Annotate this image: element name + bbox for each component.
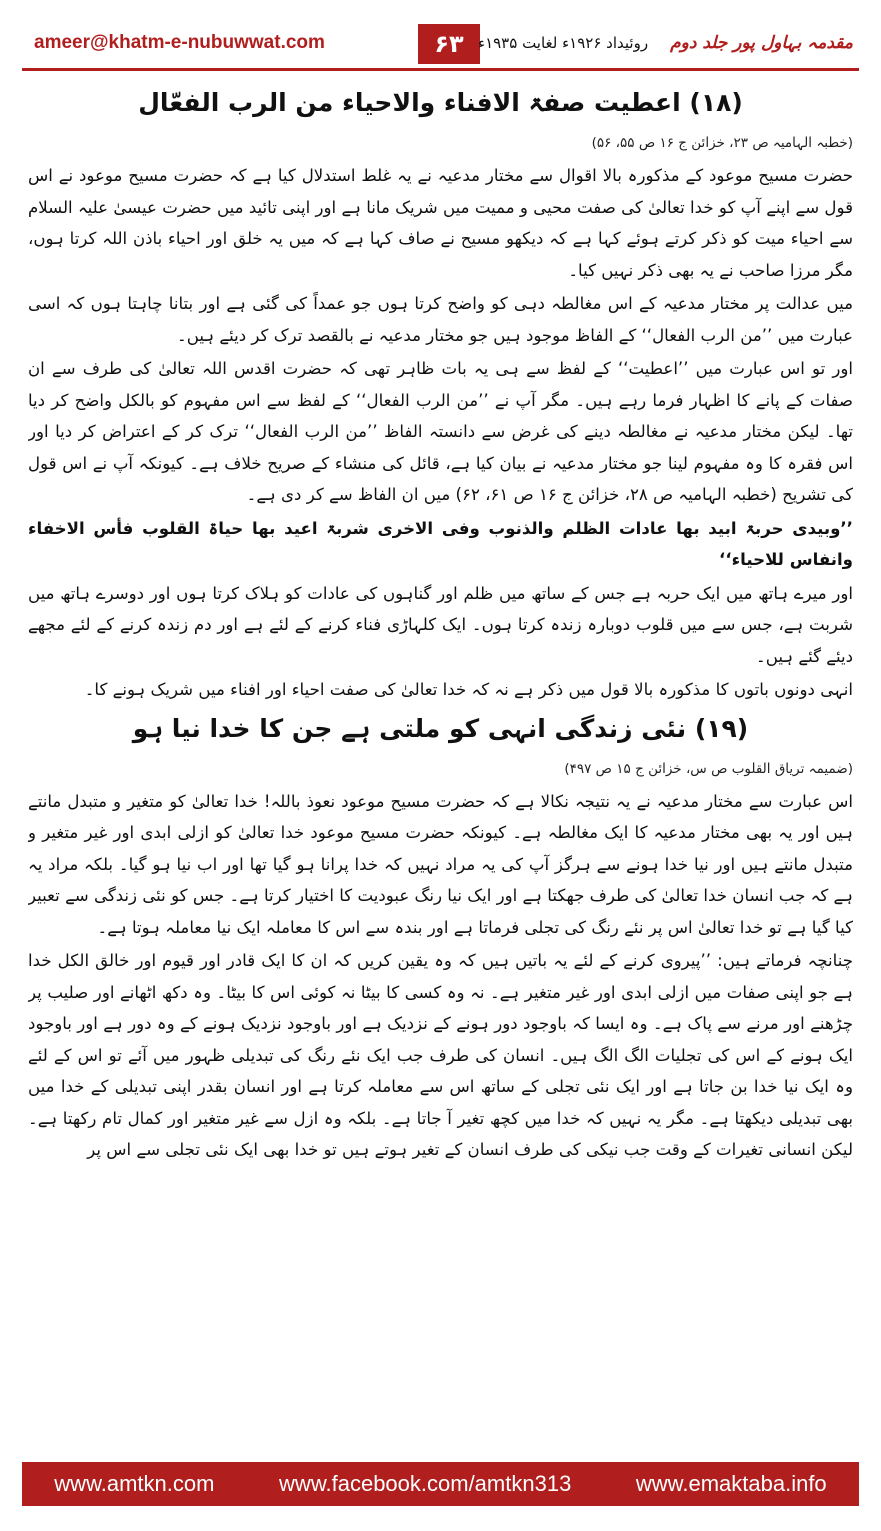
paragraph: اور میرے ہاتھ میں ایک حربہ ہے جس کے ساتھ میں ظلم اور گناہوں کی عادات کو ہلاک کرتا ہوں اور دوسرے ہاتھ میں شربت ہے، جس سے میں قلوب دوبارہ زندہ کرتا ہوں۔ ایک کلہاڑی فناء کرنے کے لئے ہے اور دم زندہ کرنے کے لئے مجھے دیئے گئے ہیں۔ [28,583,853,666]
paragraph: میں عدالت پر مختار مدعیہ کے اس مغالطہ دہی کو واضح کرتا ہوں جو عمداً کی گئی ہے اور بتانا چاہتا ہوں کہ اسی عبارت میں ’’من الرب الفعال‘‘ کے الفاظ موجود ہیں جو مختار مدعیہ نے بالقصد ترک کر دیئے ہیں۔ [28,294,853,345]
page-number: ۶۳ [418,24,480,64]
book-title: مقدمہ بہاول پور جلد دوم [670,33,853,53]
section-heading-18: (۱۸) اعطیت صفۃ الافناء والاحیاء من الرب الفعّال [138,88,743,117]
report-period: روئیداد ۱۹۲۶ء لغایت ۱۹۳۵ء [478,34,649,52]
paragraph: انہی دونوں باتوں کا مذکورہ بالا قول میں ذکر ہے نہ کہ خدا تعالیٰ کی صفت احیاء اور افناء میں شریک ہونے کا۔ [84,680,853,699]
footer-link-facebook[interactable]: www.facebook.com/amtkn313 [279,1471,572,1496]
section-reference-19: (ضمیمہ تریاق القلوب ص س، خزائن ج ۱۵ ص ۴۹۷) [564,760,853,777]
arabic-quote: ’’وبیدی حربۃ ابید بھا عادات الظلم والذنوب وفی الاخری شربۃ اعید بھا حیاۃ القلوب فأس الاخفاء وانفاس للاحیاء‘‘ [28,518,853,569]
paragraph: حضرت مسیح موعود کے مذکورہ بالا اقوال سے مختار مدعیہ نے یہ غلط استدلال کیا ہے کہ حضرت مسیح موعود نے اس قول سے اپنے آپ کو خدا تعالیٰ کی صفت محیی و ممیت میں شریک مانا ہے اور اپنی تائید میں حضرت عیسیٰ علیہ السلام سے احیاء میت کو ذکر کرتے ہوئے کہا ہے کہ دیکھو مسیح نے صاف کہا ہے کہ میں یہ خلق اور احیاء باذن اللہ کرتا ہوں، مگر مرزا صاحب نے یہ بھی ذکر نہیں کیا۔ [28,166,853,280]
header-right [478,32,853,53]
page-header [22,20,859,70]
paragraph: اور تو اس عبارت میں ’’اعطیت‘‘ کے لفظ سے ہی یہ بات ظاہر تھی کہ حضرت اقدس اللہ تعالیٰ کی طرف سے ان صفات کے پانے کا اظہار فرما رہے ہیں۔ مگر آپ نے ’’من الرب الفعال‘‘ کے لفظ سے اس مفہوم کو بالکل واضح کر دیا تھا۔ لیکن مختار مدعیہ نے مغالطہ دینے کی غرض سے دانستہ الفاظ ’’من الرب الفعال‘‘ ترک کر کے اعتراض کر دیا اور اس فقرہ کا وہ مفہوم لینا جو مختار مدعیہ نے بیان کیا ہے، قائل کی منشاء کے صریح خلاف ہے۔ کیونکہ آپ نے اس قول کی تشریح (خطبہ الہامیہ ص ۲۸، خزائن ج ۱۶ ص ۶۱، ۶۲) میں ان الفاظ سے کر دی ہے۔ [28,359,853,504]
footer-link-amtkn[interactable]: www.amtkn.com [54,1471,215,1496]
section-heading-19: (۱۹) نئی زندگی انہی کو ملتی ہے جن کا خدا نیا ہو [132,713,749,743]
section-reference-18: (خطبہ الہامیہ ص ۲۳، خزائن ج ۱۶ ص ۵۵، ۵۶) [591,135,853,151]
header-email[interactable]: ameer@khatm-e-nubuwwat.com [34,32,325,53]
paragraph: اس عبارت سے مختار مدعیہ نے یہ نتیجہ نکالا ہے کہ حضرت مسیح موعود نعوذ باللہ! خدا تعالیٰ کو متغیر و متبدل مانتے ہیں اور یہ بھی مختار مدعیہ کا ایک مغالطہ ہے۔ کیونکہ حضرت مسیح موعود خدا تعالیٰ کو ازلی ابدی اور غیر متغیر و متبدل مانتے ہیں اور نیا خدا ہونے سے ہرگز آپ کی یہ مراد نہیں کہ خدا پرانا ہو گیا تھا اور اب نیا ہو گیا۔ بلکہ مراد یہ ہے کہ جب انسان خدا تعالیٰ کی طرف جھکتا ہے اور ایک نیا رنگ عبودیت کا اختیار کرتا ہے۔ جس کو نئی زندگی سے تعبیر کیا گیا ہے تو خدا تعالیٰ اس پر نئے رنگ کی تجلی فرماتا ہے اور بندہ سے اس کا معاملہ ایک نیا معاملہ ہوتا ہے۔ [28,791,853,937]
footer-link-emaktaba[interactable]: www.emaktaba.info [635,1471,827,1496]
paragraph: چنانچہ فرماتے ہیں: ’’پیروی کرنے کے لئے یہ باتیں ہیں کہ وہ یقین کریں کہ ان کا ایک قادر اور قیوم اور خالق الکل خدا ہے جو اپنی صفات میں ازلی ابدی اور غیر متغیر ہے۔ نہ وہ کسی کا بیٹا نہ کوئی اس کا بیٹا۔ وہ دکھ اٹھانے اور صلیب پر چڑھنے اور مرنے سے پاک ہے۔ وہ ایسا کہ باوجود دور ہونے کے نزدیک ہے اور باوجود نزدیک ہونے کے وہ دور ہے اور باوجود ایک ہونے کے اس کی تجلیات الگ الگ ہیں۔ انسان کی طرف جب ایک نئے رنگ کی تبدیلی ظہور میں آئے تو اس کے لئے وہ ایک نیا خدا بن جاتا ہے اور ایک نئی تجلی کے ساتھ اس سے معاملہ کرتا ہے اور انسان بقدر اپنی تبدیلی کے خدا میں بھی تبدیلی دیکھتا ہے۔ مگر یہ نہیں کہ خدا میں کچھ تغیر آ جاتا ہے۔ بلکہ وہ ازل سے غیر متغیر اور کمال تام رکھتا ہے۔ لیکن انسانی تغیرات کے وقت جب نیکی کی طرف انسان کے تغیر ہوتے ہیں تو خدا بھی ایک نئی تجلی سے اس پر [28,951,853,1159]
header-divider [22,68,859,71]
page-body [28,80,853,1450]
page-footer [22,1462,859,1506]
